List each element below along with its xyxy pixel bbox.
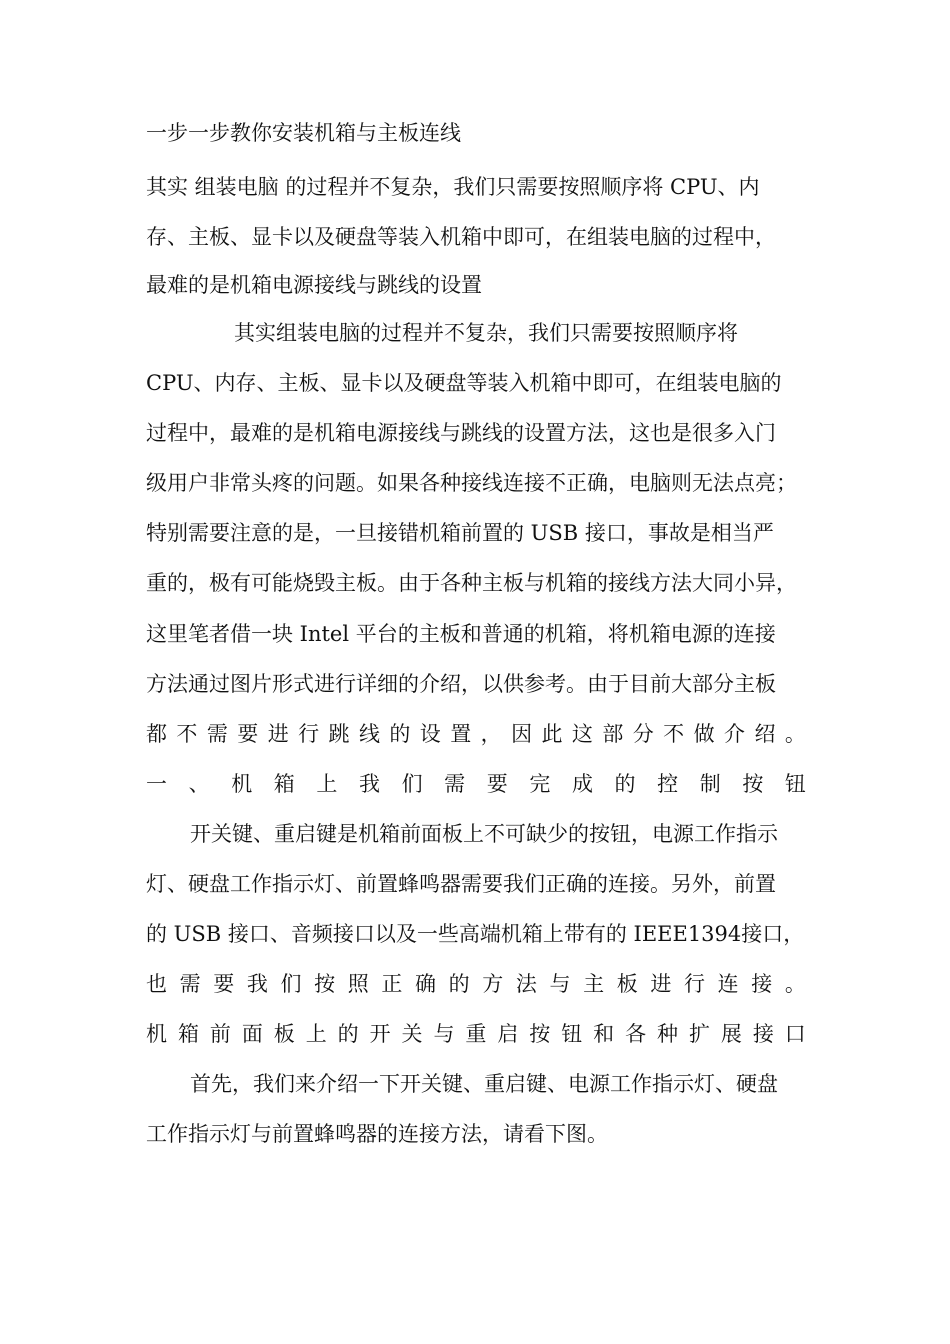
spread-char: 我: [246, 972, 268, 996]
spread-char: 需: [206, 722, 228, 746]
spread-char: 连: [717, 972, 739, 996]
body-line-14: [146, 969, 806, 999]
spread-char: 做: [693, 722, 715, 746]
body-line-12: 灯、硬盘工作指示灯、前置蜂鸣器需要我们正确的连接。另外，前置: [146, 872, 776, 896]
spread-char: 方: [482, 972, 504, 996]
spread-char: 成: [571, 772, 593, 796]
spread-char: 此: [541, 722, 563, 746]
spread-char: 也: [146, 972, 167, 996]
spread-char: 按: [529, 1022, 551, 1046]
spread-char: 一: [146, 772, 167, 796]
spread-char: 法: [515, 972, 537, 996]
spread-char: 正: [381, 972, 403, 996]
spread-char: 接: [751, 972, 773, 996]
spread-char: 接: [752, 1022, 774, 1046]
spread-char: 与: [549, 972, 571, 996]
spread-char: 要: [213, 972, 235, 996]
spread-char: 照: [347, 972, 369, 996]
spread-char: 确: [415, 972, 436, 996]
spread-char: 启: [497, 1022, 519, 1046]
spread-char: 设: [419, 722, 441, 746]
intro-line-1: 其实 组装电脑 的过程并不复杂，我们只需要按照顺序将 CPU、内: [146, 175, 760, 199]
spread-char: 种: [657, 1022, 678, 1046]
spread-char: 。: [784, 722, 806, 746]
section-heading-controls: [146, 769, 806, 799]
spread-char: 口: [784, 1022, 806, 1046]
spread-char: 关: [401, 1022, 423, 1046]
spread-char: 制: [699, 772, 721, 796]
body-line-4: 级用户非常头疼的问题。如果各种接线连接不正确，电脑则无法点亮；: [146, 471, 797, 495]
spread-char: 完: [529, 772, 551, 796]
spread-char: ，: [480, 722, 502, 746]
caption-front-panel: [146, 1019, 806, 1049]
spread-char: 按: [314, 972, 336, 996]
spread-char: 上: [316, 772, 338, 796]
spread-char: 的: [337, 1022, 359, 1046]
spread-char: 钮: [784, 772, 806, 796]
spread-char: 线: [358, 722, 380, 746]
body-line-7: 这里笔者借一块 Intel 平台的主板和普通的机箱，将机箱电源的连接: [146, 622, 776, 646]
spread-char: 控: [657, 772, 679, 796]
spread-char: 要: [486, 772, 508, 796]
spread-char: 前: [209, 1022, 231, 1046]
spread-char: 要: [237, 722, 259, 746]
spread-char: 因: [511, 722, 533, 746]
spread-char: 需: [179, 972, 201, 996]
spread-char: 的: [389, 722, 411, 746]
spread-char: 们: [401, 772, 423, 796]
spread-char: 箱: [177, 1022, 199, 1046]
spread-char: 与: [433, 1022, 455, 1046]
spread-char: 和: [593, 1022, 615, 1046]
body-line-17: 工作指示灯与前置蜂鸣器的连接方法，请看下图。: [146, 1122, 608, 1146]
spread-char: 按: [742, 772, 764, 796]
spread-char: 置: [450, 722, 472, 746]
body-line-9: [146, 719, 806, 749]
body-line-5: 特别需要注意的是，一旦接错机箱前置的 USB 接口，事故是相当严: [146, 521, 774, 545]
spread-char: 开: [369, 1022, 391, 1046]
spread-char: 展: [720, 1022, 742, 1046]
body-line-11: 开关键、重启键是机箱前面板上不可缺少的按钮，电源工作指示: [190, 822, 778, 846]
body-line-13: 的 USB 接口、音频接口以及一些高端机箱上带有的 IEEE1394接口，: [146, 922, 805, 946]
spread-char: 需: [444, 772, 466, 796]
spread-char: 机: [231, 772, 253, 796]
spread-char: 不: [663, 722, 685, 746]
spread-char: 进: [267, 722, 289, 746]
spread-char: 介: [724, 722, 746, 746]
spread-char: 主: [583, 972, 605, 996]
spread-char: 。: [784, 972, 806, 996]
spread-char: 上: [305, 1022, 327, 1046]
spread-char: 行: [684, 972, 705, 996]
spread-char: 板: [616, 972, 638, 996]
intro-line-2: 存、主板、显卡以及硬盘等装入机箱中即可，在组装电脑的过程中，: [146, 225, 776, 249]
intro-line-3: 最难的是机箱电源接线与跳线的设置: [146, 273, 482, 297]
spread-char: 我: [358, 772, 380, 796]
spread-char: 机: [146, 1022, 167, 1046]
spread-char: 各: [625, 1022, 647, 1046]
document-title: 一步一步教你安装机箱与主板连线: [146, 121, 461, 145]
spread-char: 扩: [688, 1022, 710, 1046]
spread-char: 进: [650, 972, 672, 996]
spread-char: 、: [188, 772, 210, 796]
spread-char: 跳: [328, 722, 350, 746]
spread-char: 这: [571, 722, 593, 746]
spread-char: 行: [298, 722, 320, 746]
spread-char: 的: [614, 772, 636, 796]
spread-char: 绍: [754, 722, 776, 746]
body-line-6: 重的，极有可能烧毁主板。由于各种主板与机箱的接线方法大同小异，: [146, 571, 797, 595]
spread-char: 板: [273, 1022, 295, 1046]
spread-char: 箱: [273, 772, 295, 796]
body-line-16: 首先，我们来介绍一下开关键、重启键、电源工作指示灯、硬盘: [190, 1072, 778, 1096]
body-line-2: CPU、内存、主板、显卡以及硬盘等装入机箱中即可，在组装电脑的: [146, 371, 782, 395]
spread-char: 们: [280, 972, 302, 996]
spread-char: 的: [448, 972, 470, 996]
spread-char: 都: [146, 722, 167, 746]
body-line-1: 其实组装电脑的过程并不复杂，我们只需要按照顺序将: [234, 321, 738, 345]
spread-char: 分: [632, 722, 654, 746]
body-line-3: 过程中，最难的是机箱电源接线与跳线的设置方法，这也是很多入门: [146, 421, 776, 445]
spread-char: 面: [241, 1022, 263, 1046]
spread-char: 重: [465, 1022, 487, 1046]
spread-char: 钮: [561, 1022, 583, 1046]
spread-char: 部: [602, 722, 624, 746]
body-line-8: 方法通过图片形式进行详细的介绍，以供参考。由于目前大部分主板: [146, 672, 776, 696]
spread-char: 不: [176, 722, 198, 746]
